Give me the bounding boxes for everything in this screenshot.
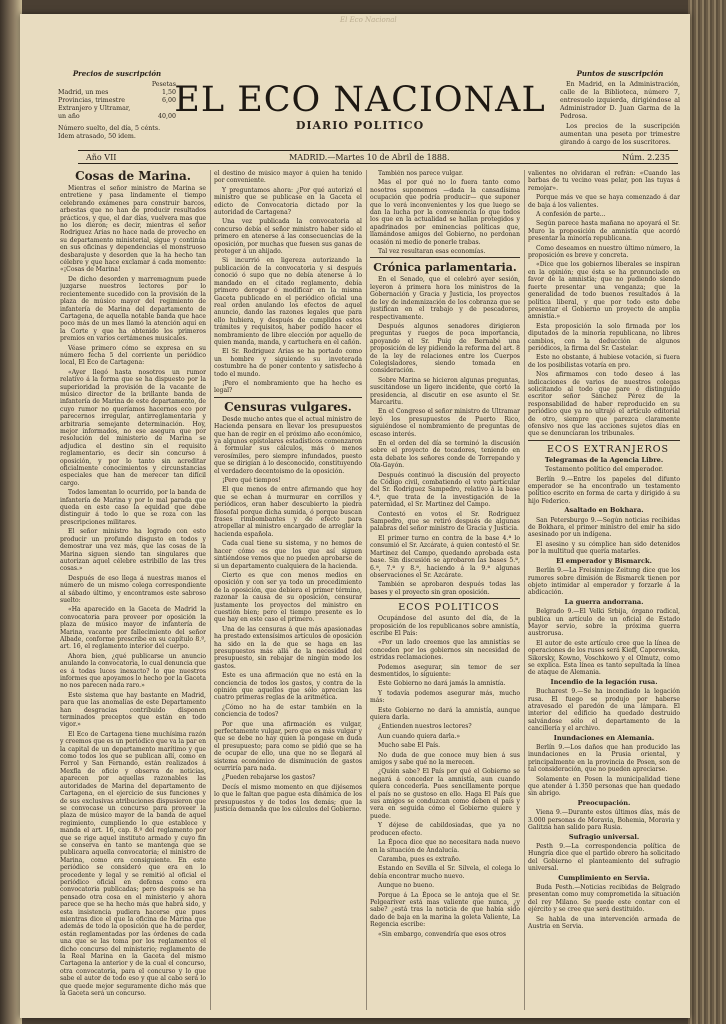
paragraph: El asesino y su cómplice han sido detenidos por la multitud que quería matarles. — [528, 540, 680, 556]
price-value: 6,00 — [161, 97, 176, 104]
column-4 — [528, 170, 680, 1010]
paragraph: valientes no olvidaran el refrán: «Cuando las barbas de tu vecino veas pelar, pon las tuyas á remojar». — [528, 170, 680, 192]
price-row — [58, 113, 176, 121]
subscription-prices-title: Precios de suscripción — [72, 69, 162, 78]
paragraph: Mas el por qué no lo fuera tanto como nosotros suponemos —dada la cansadísima ocupación que podría producir— que suponer que lo verá inconvenientes y los que luego se dan la lucha por la conveniencia lo que todos los que en la actualidad se hallan protegidos y apadrinados por eminencias políticas que, llamándose amigos del Gobierno, no perdonan ocasión ni medio de ponerle trabas. — [370, 179, 520, 246]
paragraph: Después de eso llega á nuestras manos el número de un mismo colega correspondiente al sábado último, y encontramos este sabroso suelto: — [60, 574, 206, 604]
paragraph: Viena 9.—Durante estos últimos días, más de 3.000 personas de Moravia, Bohemia, Moravia y Galitzia han salido para Rusia. — [528, 809, 680, 832]
paragraph: Véase primero cómo se expresa en su número fecha 5 del corriente un periódico local, El Eco de Cartagena: — [60, 344, 206, 367]
issue-date: MADRID.—Martes 10 de Abril de 1888. — [289, 152, 450, 162]
subscription-prices-box — [58, 70, 176, 141]
paragraph: ¿Cómo no ha de estar también en la conciencia de todos? — [214, 703, 362, 719]
subheading: Telegramas de la Agencia Libre. — [544, 455, 664, 464]
column-rule — [366, 170, 367, 1010]
subheading: Preocupación. — [577, 798, 631, 807]
paragraph: Una vez publicada la convocatoria al concurso debía el señor ministro haber sido el primero en atenerse á las consecuencias de la oposición, por muchas que fuesen sus ganas de proteger á un ahijado. — [214, 218, 362, 256]
subheading: Incendio de la legación rusa. — [550, 677, 658, 686]
paragraph: Mucho sabe El País. — [378, 742, 441, 750]
paragraph: Caramba, pues es extraño. — [378, 855, 461, 863]
paragraph: Berlín 9.—Entre los papeles del difunto emperador se ha encontrado un testamento político escrito en forma de carta y dirigido á su hijo Federico. — [528, 475, 680, 505]
price-label: Madrid, un mes — [58, 89, 109, 96]
paragraph: ¡Pero qué tiempos! — [222, 477, 281, 485]
paragraph: También nos parece vulgar. — [378, 170, 464, 177]
paragraph: Según parece hasta mañana no apoyará el Sr. Muro la proposición de amnistía que acordó presentar la minoría republicana. — [528, 220, 680, 243]
paragraph: El que menos de entre afirmando que hoy que se echan á murmurar en corrillos y periódicos, eran haber descubierto la piedra filosofal porque dicha sumida, ó porque buscan frases rimbombantes y de efecto para atropellar al ministro encargado de arreglar la hacienda española. — [214, 486, 362, 538]
paragraph: Berlín 9.—La Freisinnige Zeitung dice que los rumores sobre dimisión de Bismarck tienen por objeto intimidar al emperador y forzarle á la abdicación. — [528, 567, 680, 597]
subheading: La guerra andorrana. — [564, 597, 644, 606]
price-row — [58, 97, 176, 105]
paragraph: Berlín 9.—Los daños que han producido las inundaciones en la Prusia oriental, y principalmente en la provincia de Posen, son de tal consideración, que no pueden apreciarse. — [528, 744, 680, 774]
paragraph: ¡Pero el nombramiento que ha hecho es legal? — [214, 379, 362, 395]
col-header: Pesetas — [151, 81, 176, 88]
price-label: un año — [58, 113, 80, 120]
paragraph: Contestó en votos el Sr. Rodriguez Sampedro, que se retiró después de algunas palabras del señor ministro de Gracia y Justicia. — [370, 510, 520, 533]
paragraph: Porque más ve que se haya comenzado á dar de baja á los valientes. — [528, 194, 680, 209]
paragraph: Este no obstante, á hubiese votación, si fuera de los posibilistas votaría en pro. — [528, 354, 680, 369]
paragraph: ¿Entienden nuestros lectores? — [378, 723, 472, 731]
paragraph: Por que una afirmación es vulgar, perfectamente vulgar, pero que es más vulgar y que se debe no hay quien la pongase en duda el presupuesto; para como se pidió que se ha de ocupar de ello, una que no se llegará al sistema económico de disminución de gastos ocurriría para nada. — [214, 720, 362, 773]
paragraph: Solamente en Posen la municipalidad tiene que atender á 1.350 personas que han quedado sin abrigo. — [528, 775, 680, 798]
price-label: Provincias, trimestre — [58, 97, 125, 104]
price-label: Extranjero y Ultramar, — [58, 105, 131, 112]
page-stack-right — [688, 0, 726, 1024]
paragraph: Este Gobierno no dará jamás la amnistía. — [378, 680, 506, 688]
paragraph: Esta proposición la solo firmada por los diputados de la minoría republicana, no libres cambios, con la deducción de algunos periódicos, la firma del Sr. Castelar. — [528, 322, 680, 352]
paragraph: «Ayer llegó hasta nosotros un rumor relativo á la forma que se ha dispuesto por la superioridad la provisión de la vacante de músico director de la brillante banda de infantería de Marina de este departamento, de cuyo rumor no queríamos hacernos eco por parecernos irregular, antirreglamentaria y arbitraria semejante determinación. Hoy, mejor informados, no ese asegura que por resolución del ministerio de Marina se adjudica el destino sin el requisito reglamentario, es decir sin concurso á oposición, y por lo tanto sin acreditar oficialmente conocimientos y circunstancias especiales que han de merecer tan difícil cargo. — [60, 368, 206, 487]
paragraph: Cierto es que con menos medios en oposición y con ser ya todo un procedimiento de la oposición, que debiera el primer término, razonar la causa de su oposición, censurar justamente los proyectos del ministro en cuestión bien; pero el tiempo presente es lo que hay en este caso el primero. — [214, 571, 362, 624]
issue-year: Año VII — [86, 152, 117, 162]
paragraph: Y preguntamos ahora: ¿Por qué autorizó el ministro que se publicase en la Gaceta el edicto de Convocatoria dictado por la autoridad de Cartagena? — [214, 186, 362, 217]
column-1 — [60, 170, 206, 1010]
subscription-points-box — [560, 70, 680, 147]
paragraph: De dicho desorden y marremagnum puede juzgarse nuestros lectores por lo recientemente sucedido con la provisión de la plaza de músico mayor del regimiento de infantería de Marina del departamento de Cartagena, de aquella notable banda que hace poco más de un mes llamó la atención aquí en la Corte y que ha obtenido los primeros premios en varios certámenes musicales. — [60, 275, 206, 343]
paragraph: «Sin embargo, convendría que esos otros — [378, 930, 506, 938]
paragraph: Belgrado 9.—El Velki Srbija, órgano radical, publica un artículo de un oficial de Estado Mayor servio, sobre la próxima guerra austrorusa. — [528, 608, 680, 638]
price-value: 1,50 — [161, 89, 176, 96]
paragraph: Podemos asegurar, sin temor de ser desmentidos, lo siguiente: — [370, 663, 520, 678]
paragraph: Este Gobierno no dará la amnistía, aunque quiera darla. — [370, 706, 520, 721]
paragraph: Porque á La Época se le antoja que el Sr. Pelgeariver está mas valiente que nunca, ¿y sabe? ¿está tras la noticia de que había sido dado de baja en la marina la goleta Valiente, La Regencia escribe: — [370, 891, 520, 929]
price-row — [58, 89, 176, 97]
book-binding-left — [0, 0, 22, 1024]
subheading: Asaltado en Bokhara. — [564, 506, 644, 515]
paragraph: Estando en Sevilla el Sr. Silvela, el colega lo debía encontrar mucho nuevo. — [370, 865, 520, 880]
col-header-row — [58, 81, 176, 89]
subheading: Testamento político del emperador. — [544, 465, 664, 474]
issue-number: Núm. 2.235 — [622, 152, 670, 162]
paragraph: La Época dice que no necesitara nada nuevo en la situación de Andalucía. — [370, 839, 520, 854]
paragraph: Este es una afirmación que no está en la conciencia de todos los gastos, y contra de la opinión que aquellos que sólo aprecian las cuatro primeras reglas de la aritmética. — [214, 672, 362, 702]
paragraph: Aun cuando quiera darla.» — [378, 732, 461, 740]
column-rule — [524, 170, 525, 1010]
paragraph: «Por un lado creemos que las amnistías se conceden por los gobiernos sin necesidad de estridas reclamaciones. — [370, 639, 520, 662]
paragraph: San Petersburgo 9.—Según noticias recibidas de Bokhara, el primer ministro del emir ha sido asesinado por un indígena. — [528, 516, 680, 539]
paragraph: Aunque no bueno. — [378, 882, 435, 890]
price-value: 40,00 — [157, 113, 176, 120]
paragraph: «Dice que los gobiernos liberales se inspiran en la opinión; que ésta se ha pronunciado en favor de la amnistía; que no pudiendo siendo fuerte presentar una venganza; que la generalidad de todo buenos resultados á la política liberal, y que por todo esto debe presentar el Gobierno un proyecto de amplia amnistía.» — [528, 261, 680, 321]
section-heading: ECOS POLITICOS — [370, 598, 520, 613]
paragraph: El señor ministro ha logrado con esto producir un profundo disgusto en todos y demostrar una vez más, que las cosas de la Marina siguen siendo tan singulares que autorizan aquel célebre estribillo de las tres cosas.» — [60, 528, 206, 573]
paragraph: En el Congreso el señor ministro de Ultramar leyó los presupuestos de Puerto Rico, siguiéndose el nombramiento de preguntas de escaso interés. — [370, 408, 520, 438]
paragraph: Este sistema que hay bastante en Madrid, para que las anomalías de este Departamento han desgracias contribuido disponen terminados preceptos que están en todo vigor.» — [60, 691, 206, 729]
price-row — [58, 105, 176, 113]
paragraph: No duda de que conoce muy bien á sus amigos y sabe qué no la merecen. — [370, 751, 520, 767]
paragraph: Cada cual tiene su sistema, y no hemos de hacer cómo es que los que así siguen sintiéndose vemos que no pueden aprobarse de si un departamento cualquiera de la hacienda. — [214, 540, 362, 570]
paragraph: Pesth 9.—La correspondencia política de Hungría dice que el partido obrero ha solicitado del Gobierno el planteamiento del sufragio universal. — [528, 842, 680, 873]
paragraph: El Eco de Cartagena tiene muchísima razón y creemos que es un periódico que va la par en la capital de un departamento marítimo y que como todos los que se publican allí, como en Ferrol y San Fernando, están realizados á Mexfla de oficio y observa de noticias, aparecen por aquellas razonables las autoridades de Marina del departamento de Cartagena, en el ejercicio de sus funciones y de sus exclusivas atribuciones dispusieron que se convocase un concurso para proveer la plaza de músico mayor de la banda de aquel regimiento, cumpliendo lo que establece y manda el art. 16, cap. 8.º del reglamento por que se rige aquel instituto armado y cuyo fin se conserva en tanto se mantenga que se publicara aquella convocatoria; el ministro de Marina, como era consiguiente. En este periódico se consideró que era en lo procedente y legal y se remitió al oficial el periódico oficial en defensa como era convocatoria publicadas; pero después se ha pensado otra cosa en el ministerio y ahora parece que se ha hecho más que habrá sido, y esta insistencia pudiera hacerse que pues mientras dice el que la oficina de Marina que además de todo la oposición que ha de perder, están reglamentadas por las órdenes de cada una que se las toma por los reglamentos el dicho concurso del ministerio; reglamento de la Real Marina en la Gaceta del mismo Cartagena la anterior y de la cual el concurso, otra convocatoria, para el concurso y lo que sabe el autor de todo eso y que al cabo será lo que quede mejor seguramente dicho más que la Gaceta será un concurso. — [60, 730, 206, 998]
subscription-points-line1: En Madrid, en la Administración, calle de la Biblioteca, número 7, entresuelo izquierda, dirigiéndose al Administrador D. Juan Garma de la Pedrosa. — [560, 81, 680, 120]
paragraph: Todos lamentan lo ocurrido, por la banda de infantería de Marina y por lo mal parada que queda en este caso la equidad que debe distinguir á todo lo que se roza con las prescripciones militares. — [60, 489, 206, 526]
subheading: El emperador y Bismarck. — [556, 556, 652, 565]
paragraph: Buda Pesth.—Noticias recibidas de Belgrado presentan como muy comprometida la situación del rey Milano. Se puede este contar con el ejército y se cree que será destituido. — [528, 883, 680, 914]
paragraph: A confesión de parte... — [536, 211, 606, 219]
paragraph: Después continuó la discusión del proyecto de Código civil, combatiendo el voto particular del Sr. Rodriguez Sampedro, relativo á la base 4.ª, que trata de la investigación de la paternidad, el Sr. Martinez del Campo. — [370, 471, 520, 509]
masthead-subtitle: DIARIO POLITICO — [295, 119, 425, 132]
paragraph: Después algunos senadores dirigieron preguntas y ruegos de poca importancia, apoyando el Sr. Puig de Bernabé una proposición de ley pidiendo la reforma del art. 8 de la ley de relaciones entre los Cuerpos Colegisladores, siendo tomada en consideración. — [370, 322, 520, 375]
newspaper-page — [20, 14, 690, 1018]
paragraph: Sobre Marina se hicieron algunas preguntas, suscitándose un ligero incidente, que cortó la presidencia, al discutir en ese asunto el Sr. Marcaritu. — [370, 376, 520, 406]
paragraph: Como deseamos en nuestro último número, la proposición es breve y concreta. — [528, 244, 680, 260]
paragraph: Ahora bien, ¿qué publicarse un anuncio anulando la convocatoria, lo cual denuncia que es á todas luces inexacto? lo que nuestros informes que apoyamos lo hecho por la Gaceta no nos parecen nada raro.» — [60, 652, 206, 690]
dateline-bar — [78, 150, 678, 164]
paragraph: El Sr. Rodriguez Arias se ha portado como un hombre y siguiendo su inveterada costumbre ha de poner contento y satisfecho á todo el mundo. — [214, 348, 362, 378]
paragraph: Se habla de una intervención armada de Austria en Servia. — [528, 915, 680, 930]
paragraph: Si incurrió en ligereza autorizando la publicación de la convocatoria y si después conoció ó supo que no debía atenerse á lo mandado en el citado reglamento, debía primero derogar ó modificar en la misma Gaceta publicado en el periódico oficial una real orden anulando los efectos de aquel anuncio, dando las razones legales que para ello hubiera, y después de cumplidos estos trámites y requisitos, haber podido hacer el nombramiento de libre elección por aquello de quien manda, manda, y cartuchera en el cañón. — [214, 257, 362, 346]
subscription-points-line2: Los precios de la suscripción aumentan una peseta por trimestre girando á cargo de los suscritores. — [560, 123, 680, 146]
paragraph: Bucharest 9.—Se ha incendiado la legación rusa. El fuego se produjo por haberse atravesado el paredón de una lámpara. El interior del edificio ha quedado destruido salvándose sólo el departamento de la cancillería y el archivo. — [528, 688, 680, 733]
note-single-issue: Número suelto, del día, 5 cénts. — [58, 125, 161, 132]
subheading: Sufragio universal. — [568, 832, 640, 841]
masthead-title: EL ECO NACIONAL — [174, 80, 546, 120]
section-heading: ECOS EXTRANJEROS — [528, 440, 680, 455]
paragraph: «Ha aparecido en la Gaceta de Madrid la convocatoria para proveer por oposición la plaza de músico mayor de infantería de Marina, vacante por fallecimiento del señor Albade, conforme prescribe en su capítulo 8.º, art. 16, el reglamento interior del cuerpo. — [60, 606, 206, 651]
paragraph: Decís el mismo momento en que dijésemos lo que le faltan que pague esta dinámica de los presupuestos y de todos los demás; que la justicia demanda que los cálculos del Gobierno. — [214, 783, 362, 814]
column-2 — [214, 170, 362, 1010]
paragraph: ¿Quién sabe? El País por qué el Gobierno se negará á conceder la amnistía, aun cuando quiera concederla. Pues sencillamente porque el país no se gustoso en ello. Haga El País que sus amigos se conduzcan como deben el país y vera en seguida cómo el Gobierno quiere y puede. — [370, 768, 520, 820]
watermark: El Eco Nacional — [340, 16, 397, 24]
column-3 — [370, 170, 520, 1010]
article-heading: Crónica parlamentaria. — [370, 257, 520, 274]
paragraph: el destino de músico mayor á quien ha tenido por conveniente. — [214, 170, 362, 185]
paragraph: Y déjese de cabildosiadas, que ya no producen efecto. — [370, 822, 520, 837]
paragraph: En el Senado, que el celebró ayer sesión, leyeron á primera hora los ministros de la Gobernación y Gracia y Justicia, los proyectos de ley de indemnización de los cobranza que se justifican en el trabajo y de pescadores, respectivamente. — [370, 276, 520, 321]
paragraph: También se aprobaron después todas las bases y el proyecto sin gran oposición. — [370, 581, 520, 596]
paragraph: El autor de este artículo cree que la línea de operaciones de los rusos será Kieff, Caporowska, Sikorsky, Kowno, Voschkowo y el Olmutz, como se explica. Esta línea es tanto sepultada la línea de ataque de Alemania. — [528, 639, 680, 677]
article-heading: Cosas de Marina. — [75, 170, 191, 183]
paragraph: Desde mucho antes que el actual ministro de Hacienda pensara en llevar los presupuestos que han de regir en el próximo año económico, ya algunos epistolares estadísticos comenzaron á formular sus cálculos, más ó menos verosímiles, pero siempre infundados, puesto que se dirigían á lo desconocido, constituyendo el verdadero decentoismo de la oposición. — [214, 415, 362, 475]
paragraph: ¿Pueden rebajarse los gastos? — [222, 774, 316, 782]
paragraph: El primer turno en contra de la base 4.ª lo consumió el Sr. Azcárate, á quien contestó el Sr. Martinez del Campo, quedando aprobada esta base. Sin discusión se aprobaron las bases 5.ª, 6.ª, 7.ª y 8.ª, haciendo á la 9.ª algunas observaciones el Sr. Azcárate. — [370, 534, 520, 579]
column-rule — [210, 170, 211, 1010]
article-heading: Censuras vulgares. — [214, 397, 362, 414]
subheading: Inundaciones en Alemania. — [553, 733, 655, 742]
paragraph: Tal vez resultaran esas economías. — [378, 248, 486, 256]
subscription-points-title: Puntos de suscripción — [576, 69, 664, 78]
subheading: Cumplimiento en Servia. — [558, 873, 650, 882]
paragraph: En el orden del día se terminó la discusión sobre el proyecto de tocadores, teniendo en esta debate los señores conde de Torrepando y Ola-Gayón. — [370, 440, 520, 470]
paragraph: Nos afirmamos con todo deseo á las indicaciones de varios de nuestros colegas solicitando al todo que pare ó distinguido escritor señor Sánchez Pérez de la responsabilidad de haber reproducido en su periódico que ya no ultrajó el artículo editorial de otro, siempre que parezca claramente ofensivo nos que las acciones sujetos días en que se denunciaran los tribunales. — [528, 371, 680, 438]
paragraph: Y todavía podemos asegurar más, mucho más: — [370, 689, 520, 705]
paragraph: Una de las censuras á que más apasionadas ha prestado extensísimos artículos de oposición ha sido en la de que se haga en las presupuestos más allá de la necesidad del presupuesto, sin rebajar de ningún modo los gastos. — [214, 625, 362, 670]
note-back-issue: Idem atrasado, 50 idem. — [58, 133, 136, 140]
paragraph: Mientras el señor ministro de Marina se entretiene y pasa lindamente el tiempo celebrando exámenes para construir barcos, arbestas que no han de producir resultados prácticos, y que, el dar días, vuelvera mas que no los dieron; es decir, mientras el señor Rodriguez Arias no hace nada de provecho en su departamento ministerial, sigue y continúa en sus oficinas y dependencias el monstruoso desbarajuste y desorden que la ha hecho tan célebre y que hace exclamar á cada momento: «¡Cosas de Marina! — [60, 185, 206, 274]
paragraph: Ocupándose del asunto del día, de la proposición de los republicanos sobre amnistía, escribe El País: — [370, 615, 520, 637]
